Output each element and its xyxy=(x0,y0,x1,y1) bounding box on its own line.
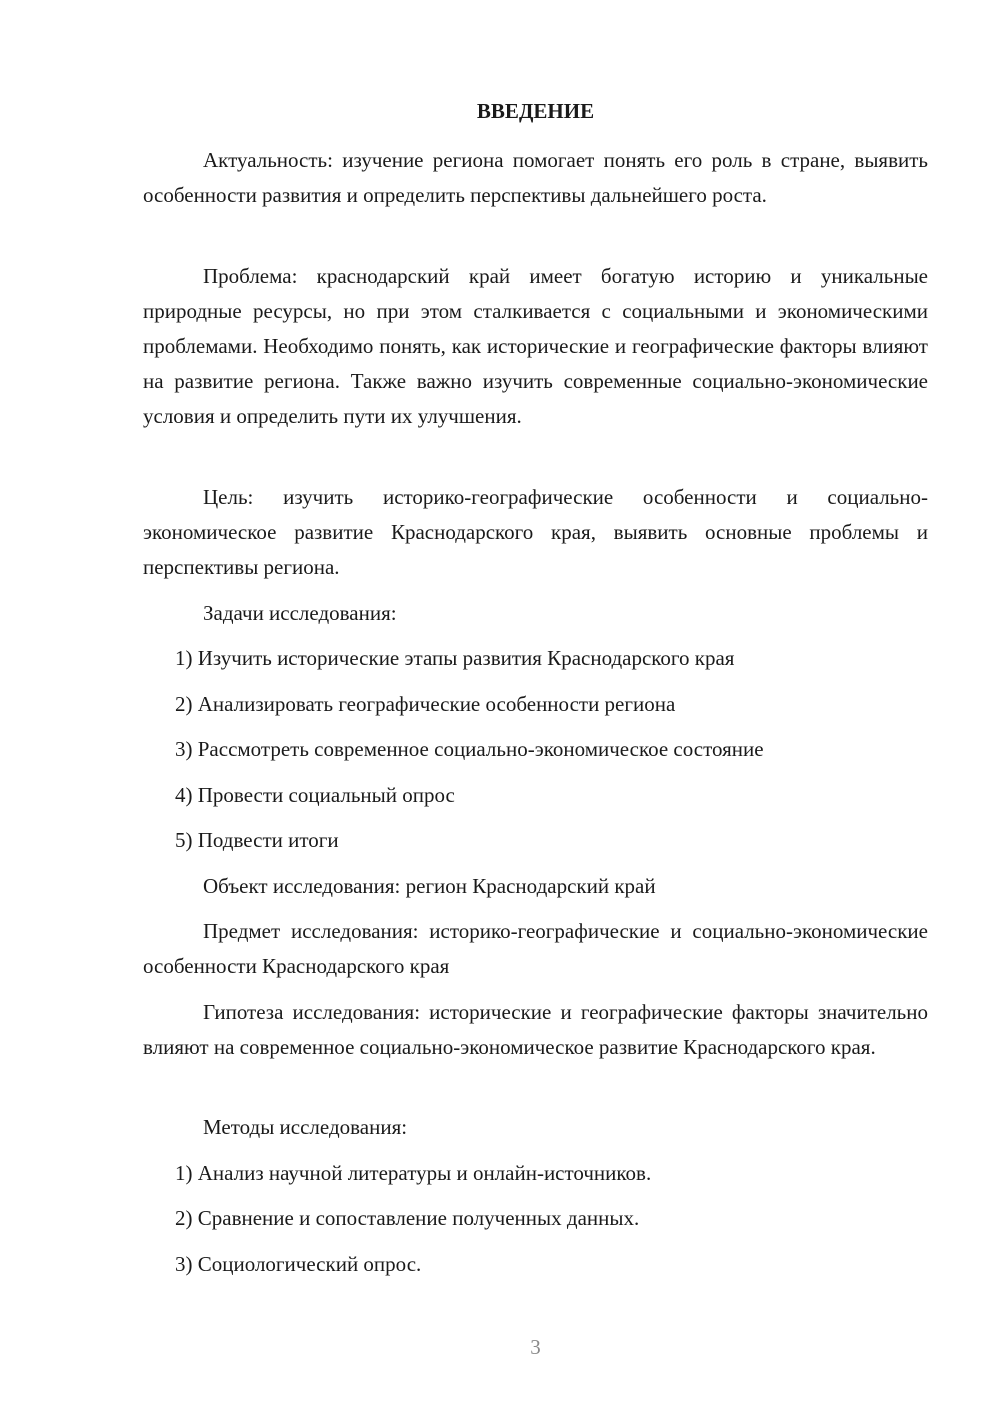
page-number: 3 xyxy=(530,1335,541,1359)
task-item: 5) Подвести итоги xyxy=(175,828,339,852)
methods-title: Методы исследования: xyxy=(203,1115,408,1139)
document-page xyxy=(143,0,928,1414)
object-paragraph: Объект исследования: регион Краснодарский край xyxy=(203,874,656,898)
method-item: 3) Социологический опрос. xyxy=(175,1252,422,1276)
task-item: 2) Анализировать географические особенности региона xyxy=(175,692,676,716)
method-item: 1) Анализ научной литературы и онлайн-источников. xyxy=(175,1161,652,1185)
tasks-title: Задачи исследования: xyxy=(203,601,397,625)
task-item: 1) Изучить исторические этапы развития Краснодарского края xyxy=(175,646,735,670)
method-item: 2) Сравнение и сопоставление полученных данных. xyxy=(175,1206,640,1230)
goal-paragraph: Цель: изучить историко-географические особенности и социально-экономическое развитие Краснодарского края, выявить основные проблемы и перспективы региона. xyxy=(143,485,928,579)
relevance-paragraph: Актуальность: изучение региона помогает понять его роль в стране, выявить особенности развития и определить перспективы дальнейшего роста. xyxy=(143,148,928,207)
subject-paragraph: Предмет исследования: историко-географические и социально-экономические особенности Краснодарского края xyxy=(143,919,928,978)
task-item: 4) Провести социальный опрос xyxy=(175,783,455,807)
section-heading: ВВЕДЕНИЕ xyxy=(476,99,595,123)
problem-paragraph: Проблема: краснодарский край имеет богатую историю и уникальные природные ресурсы, но при этом сталкивается с социальными и экономическими проблемами. Необходимо понять, как исторические и географические факторы влияют на развитие региона. Также важно изучить современные социально-экономические условия и определить пути их улучшения. xyxy=(143,264,928,428)
task-item: 3) Рассмотреть современное социально-экономическое состояние xyxy=(175,737,764,761)
hypothesis-paragraph: Гипотеза исследования: исторические и географические факторы значительно влияют на современное социально-экономическое развитие Краснодарского края. xyxy=(143,1000,928,1059)
